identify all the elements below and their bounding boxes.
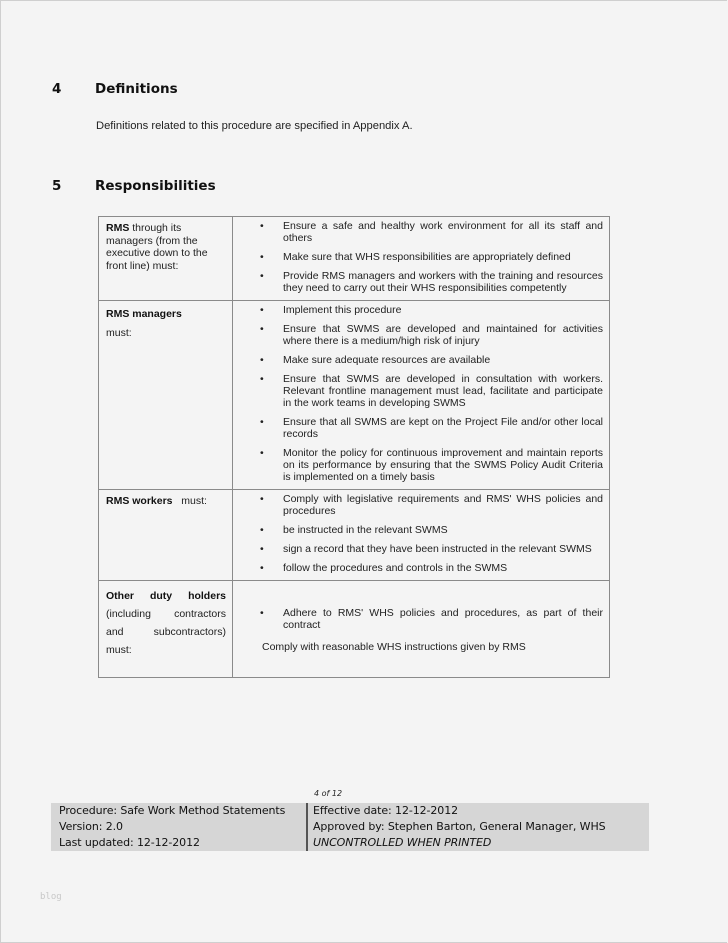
bullet-icon: • [260, 304, 264, 316]
duties-cell [233, 301, 610, 490]
duty-text: Monitor the policy for continuous improvement and maintain reports on its performance by ensuring that the SWMS Policy Audit Criteria is implemented on a timely basis [283, 447, 603, 483]
list-item [247, 354, 603, 366]
footer-last-updated: Last updated: 12-12-2012 [59, 836, 200, 849]
bullet-icon: • [260, 251, 264, 263]
document-footer [51, 803, 649, 851]
list-item [247, 251, 603, 263]
table-row [99, 490, 610, 581]
role-cell [99, 301, 233, 490]
footer-approved-by: Approved by: Stephen Barton, General Manager, WHS [313, 820, 606, 833]
list-item [247, 270, 603, 294]
duty-text: Make sure that WHS responsibilities are appropriately defined [283, 251, 571, 263]
bullet-icon: • [260, 220, 264, 232]
role-description: (including contractors and subcontractors) must: [106, 608, 226, 656]
section-title: Responsibilities [95, 178, 216, 194]
role-name: RMS workers [106, 495, 173, 507]
responsibilities-table [98, 216, 610, 678]
bullet-icon: • [260, 562, 264, 574]
role-cell [99, 581, 233, 678]
footer-effective-date: Effective date: 12-12-2012 [313, 804, 458, 817]
footer-right-column [313, 803, 606, 851]
duty-text: be instructed in the relevant SWMS [283, 524, 448, 536]
bullet-icon: • [260, 447, 264, 459]
section-number: 4 [52, 81, 62, 97]
role-cell [99, 217, 233, 301]
bullet-icon: • [260, 373, 264, 385]
list-item [247, 304, 603, 316]
duty-text: Comply with legislative requirements and RMS' WHS policies and procedures [283, 493, 603, 517]
role-description: must: [106, 326, 132, 339]
list-item [247, 447, 603, 483]
bullet-icon: • [260, 270, 264, 282]
bullet-icon: • [260, 607, 264, 619]
bullet-icon: • [260, 543, 264, 555]
footer-divider [306, 803, 308, 851]
list-item [247, 543, 603, 555]
role-name: RMS [106, 222, 130, 234]
list-item [247, 323, 603, 347]
table-row [99, 581, 610, 678]
list-item [247, 220, 603, 244]
duty-text-plain: Comply with reasonable WHS instructions given by RMS [262, 641, 526, 653]
duty-text: sign a record that they have been instructed in the relevant SWMS [283, 543, 592, 555]
page-indicator: 4 of 12 [314, 789, 343, 798]
list-item [247, 493, 603, 517]
duty-text: Ensure that SWMS are developed and maintained for activities where there is a medium/high risk of injury [283, 323, 603, 347]
duty-text: Make sure adequate resources are available [283, 354, 491, 366]
role-description: must: [181, 495, 207, 507]
role-name: Other duty holders [106, 590, 226, 602]
duty-text: Implement this procedure [283, 304, 402, 316]
duty-text: Ensure that all SWMS are kept on the Project File and/or other local records [283, 416, 603, 440]
bullet-icon: • [260, 493, 264, 505]
table-row [99, 301, 610, 490]
duties-cell [233, 581, 610, 678]
role-description: through its managers (from the executive down to the front line) must: [106, 222, 208, 272]
footer-uncontrolled-notice: UNCONTROLLED WHEN PRINTED [313, 836, 492, 849]
role-cell [99, 490, 233, 581]
section-title: Definitions [95, 81, 178, 97]
role-name: RMS managers [106, 308, 182, 320]
duties-cell [233, 217, 610, 301]
list-item [247, 416, 603, 440]
duty-text: Provide RMS managers and workers with the training and resources they need to carry out their WHS responsibilities competently [283, 270, 603, 294]
duty-text: Ensure a safe and healthy work environment for all its staff and others [283, 220, 603, 244]
footer-left-column [59, 803, 285, 851]
definitions-paragraph: Definitions related to this procedure are specified in Appendix A. [96, 120, 413, 132]
list-item [247, 607, 603, 631]
footer-procedure: Procedure: Safe Work Method Statements [59, 804, 286, 817]
bullet-icon: • [260, 416, 264, 428]
bullet-icon: • [260, 524, 264, 536]
duty-text: follow the procedures and controls in the SWMS [283, 562, 508, 574]
list-item [247, 524, 603, 536]
duties-cell [233, 490, 610, 581]
list-item [247, 562, 603, 574]
bullet-icon: • [260, 354, 264, 366]
section-number: 5 [52, 178, 62, 194]
table-row [99, 217, 610, 301]
watermark: blog [40, 892, 62, 902]
footer-version: Version: 2.0 [59, 820, 123, 833]
list-item [247, 373, 603, 409]
bullet-icon: • [260, 323, 264, 335]
duty-text: Adhere to RMS' WHS policies and procedures, as part of their contract [283, 607, 603, 631]
duty-text: Ensure that SWMS are developed in consultation with workers. Relevant frontline management must lead, facilitate and participate in the work teams in developing SWMS [283, 373, 603, 409]
